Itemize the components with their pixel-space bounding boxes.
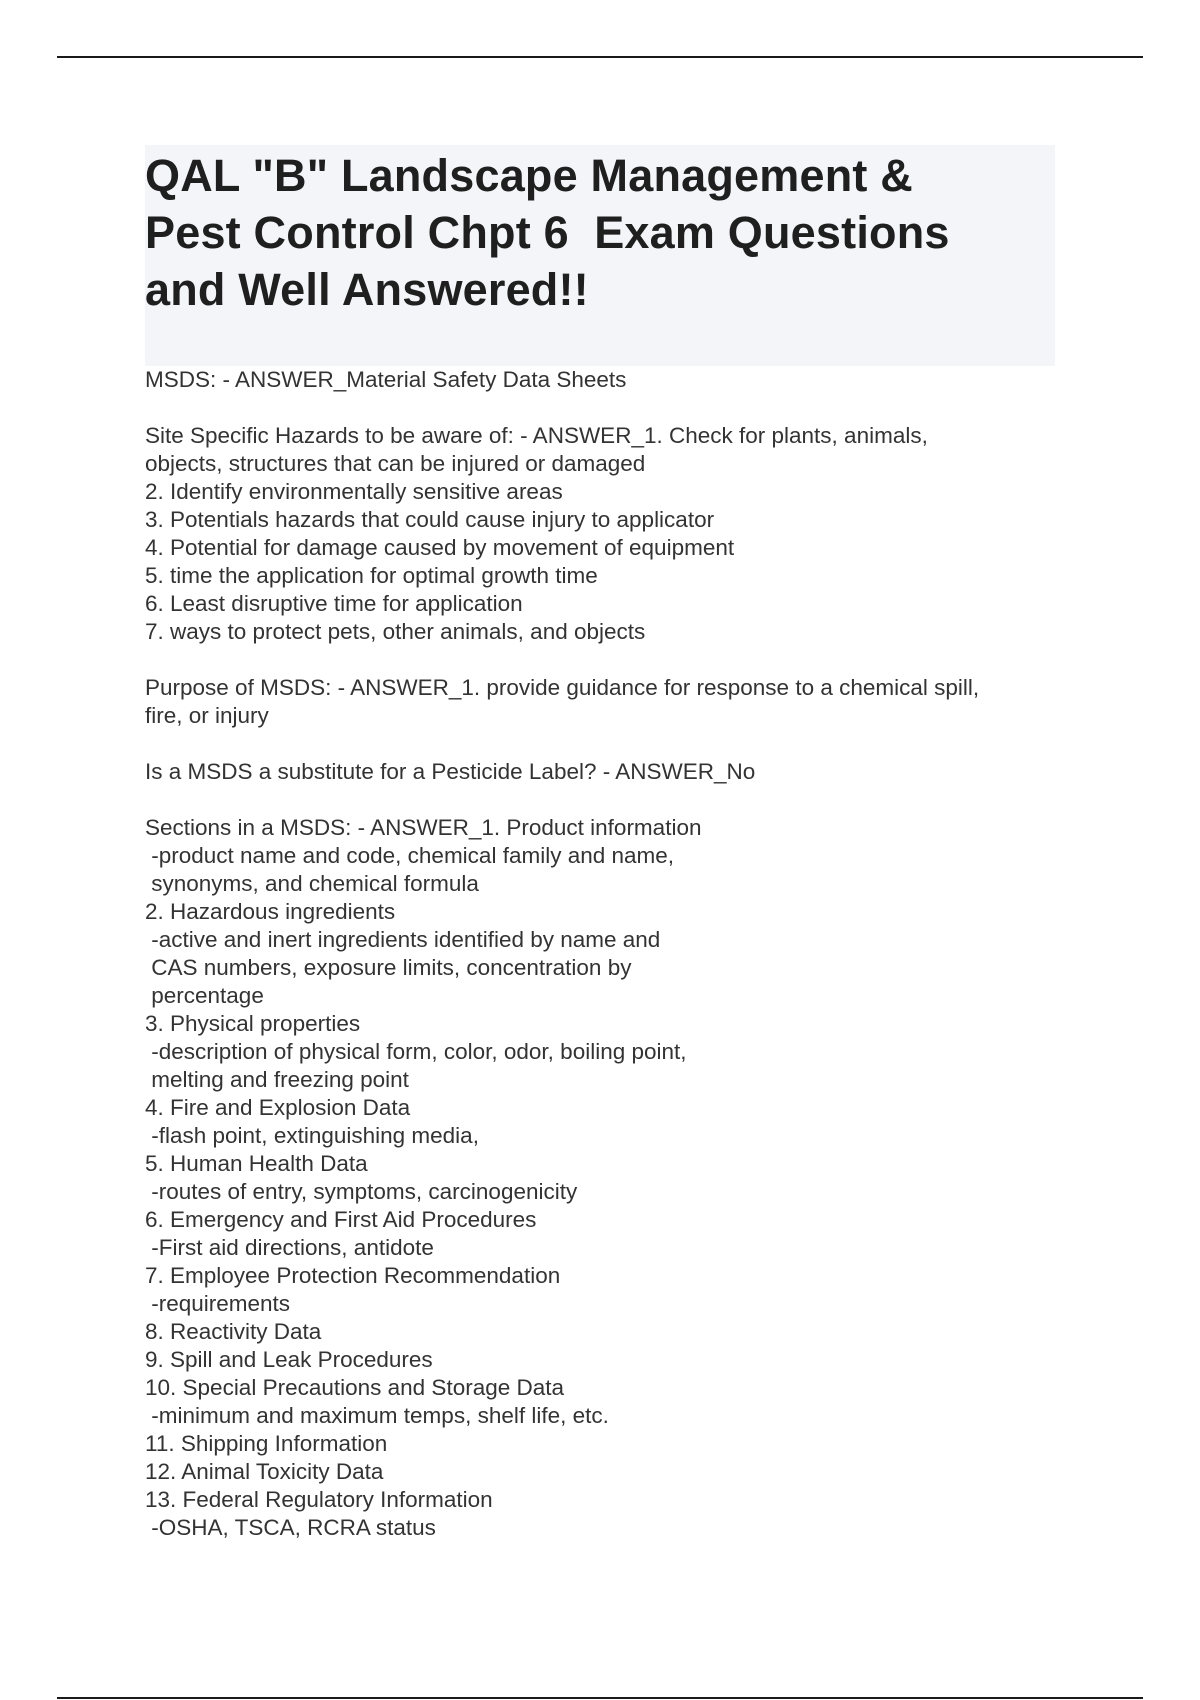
bottom-divider [57, 1697, 1143, 1699]
qa-answer-line: -flash point, extinguishing media, [145, 1123, 479, 1148]
qa-answer-line: -product name and code, chemical family and name, [145, 843, 675, 868]
title-block [145, 145, 1055, 366]
qa-answer-line: 6. Least disruptive time for application [145, 591, 523, 616]
qa-answer-line: fire, or injury [145, 703, 269, 728]
qa-item [145, 758, 1055, 786]
qa-answer-line: 11. Shipping Information [145, 1431, 388, 1456]
qa-answer-line: 4. Potential for damage caused by movement of equipment [145, 535, 735, 560]
qa-answer-line: 3. Potentials hazards that could cause injury to applicator [145, 507, 715, 532]
qa-question-line: Purpose of MSDS: - ANSWER_1. provide guidance for response to a chemical spill, [145, 675, 980, 700]
qa-answer-line: -routes of entry, symptoms, carcinogenicity [145, 1179, 578, 1204]
qa-item [145, 674, 1055, 730]
qa-answer-line: objects, structures that can be injured or damaged [145, 451, 646, 476]
qa-answer-line: CAS numbers, exposure limits, concentration by [145, 955, 632, 980]
title-line: and Well Answered!! [145, 264, 589, 315]
qa-answer-line: -active and inert ingredients identified by name and [145, 927, 661, 952]
title-line: Pest Control Chpt 6 Exam Questions [145, 207, 950, 258]
qa-answer-line: 6. Emergency and First Aid Procedures [145, 1207, 537, 1232]
qa-item [145, 366, 1055, 394]
qa-answer-line: -OSHA, TSCA, RCRA status [145, 1515, 436, 1540]
qa-answer-line: 7. ways to protect pets, other animals, and objects [145, 619, 646, 644]
qa-answer-line: 12. Animal Toxicity Data [145, 1459, 384, 1484]
qa-answer-line: -description of physical form, color, odor, boiling point, [145, 1039, 687, 1064]
page-title [145, 147, 1055, 318]
qa-item [145, 422, 1055, 646]
qa-answer-line: percentage [145, 983, 264, 1008]
qa-answer-line: 9. Spill and Leak Procedures [145, 1347, 433, 1372]
qa-answer-line: -First aid directions, antidote [145, 1235, 434, 1260]
qa-answer-line: 7. Employee Protection Recommendation [145, 1263, 561, 1288]
qa-answer-line: 13. Federal Regulatory Information [145, 1487, 493, 1512]
top-divider [57, 56, 1143, 58]
document-page [145, 145, 1055, 1570]
qa-answer-line: 5. Human Health Data [145, 1151, 368, 1176]
qa-answer-line: -minimum and maximum temps, shelf life, etc. [145, 1403, 609, 1428]
qa-answer-line: -requirements [145, 1291, 291, 1316]
qa-answer-line: 2. Identify environmentally sensitive areas [145, 479, 563, 504]
qa-question-line: Site Specific Hazards to be aware of: - ANSWER_1. Check for plants, animals, [145, 423, 928, 448]
qa-answer-line: 5. time the application for optimal growth time [145, 563, 598, 588]
qa-question-line: Is a MSDS a substitute for a Pesticide Label? - ANSWER_No [145, 759, 756, 784]
qa-answer-line: synonyms, and chemical formula [145, 871, 479, 896]
qa-answer-line: 8. Reactivity Data [145, 1319, 322, 1344]
qa-question-line: Sections in a MSDS: - ANSWER_1. Product information [145, 815, 702, 840]
title-line: QAL "B" Landscape Management & [145, 150, 913, 201]
qa-question-line: MSDS: - ANSWER_Material Safety Data Sheets [145, 367, 627, 392]
qa-answer-line: 10. Special Precautions and Storage Data [145, 1375, 565, 1400]
qa-answer-line: 4. Fire and Explosion Data [145, 1095, 411, 1120]
qa-answer-line: 2. Hazardous ingredients [145, 899, 396, 924]
qa-answer-line: melting and freezing point [145, 1067, 409, 1092]
qa-list [145, 366, 1055, 1542]
qa-item [145, 814, 1055, 1542]
qa-answer-line: 3. Physical properties [145, 1011, 361, 1036]
